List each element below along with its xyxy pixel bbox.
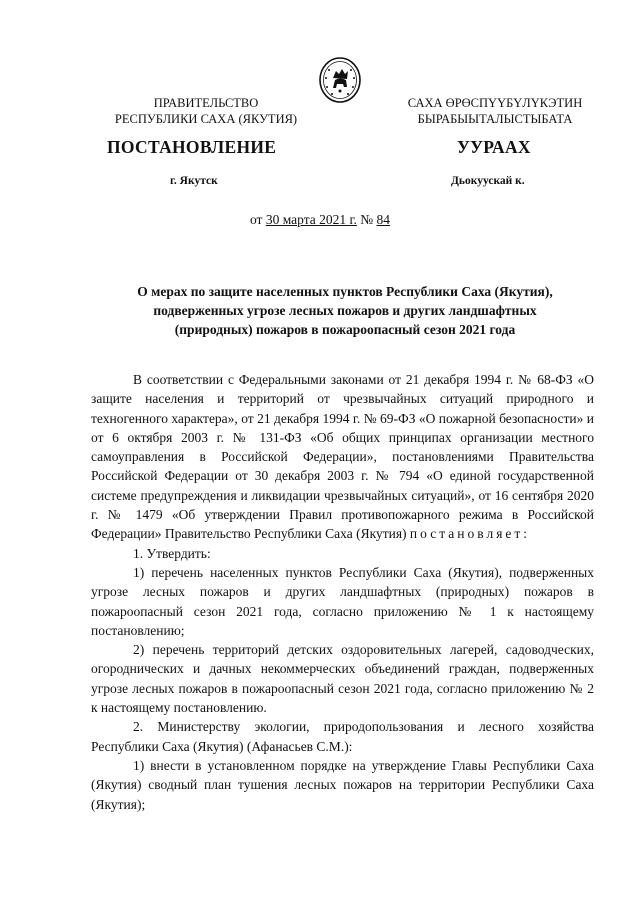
body-paragraph: 2. Министерству экологии, природопользования и лесного хозяйства Республики Саха (Якутия) (Афанасьев С.М.): — [91, 719, 594, 754]
document-number: 84 — [376, 212, 391, 227]
body-paragraph-preamble — [91, 370, 594, 544]
date-prefix: от — [249, 212, 266, 227]
document-date: 30 марта 2021 г. — [265, 212, 357, 227]
government-name-line2: РЕСПУБЛИКИ САХА (ЯКУТИЯ) — [114, 112, 298, 126]
government-name-line1: ПРАВИТЕЛЬСТВО — [153, 96, 259, 110]
body-paragraph: 2) перечень территорий детских оздоровительных лагерей, садоводческих, огороднических и дачных некоммерческих объединений граждан, подверженных угрозе лесных пожаров в пожароопасный сезон 2021 года, согласно приложению № 2 к настоящему постановлению. — [91, 642, 594, 716]
city-russian: г. Якутск — [170, 175, 218, 187]
body-paragraph: 1. Утвердить: — [133, 545, 211, 561]
government-name-russian — [96, 95, 316, 127]
body-paragraph: 1) перечень населенных пунктов Республики Саха (Якутия), подверженных угрозе лесных пожаров и других ландшафтных (природных) пожаров в пожароопасный сезон 2021 года, согласно приложению № 1 к настоящему постановлению; — [91, 564, 594, 638]
document-title-line2: подверженных угрозе лесных пожаров и других ландшафтных — [153, 303, 537, 318]
government-name-yakut-line2: БЫРАБЫЫТАЛЫСТЫБАТА — [417, 112, 573, 126]
city-yakut: Дьокуускай к. — [451, 175, 525, 187]
coat-of-arms-icon — [318, 56, 362, 104]
document-title — [95, 282, 595, 339]
body-paragraph: 1) внести в установленном порядке на утверждение Главы Республики Саха (Якутия) сводный план тушения лесных пожаров на территории Республики Саха (Якутия); — [91, 757, 594, 812]
document-title-line1: О мерах по защите населенных пунктов Республики Саха (Якутия), — [137, 284, 553, 299]
document-body — [91, 370, 594, 814]
preamble-text: В соответствии с Федеральными законами от 21 декабря 1994 г. № 68-ФЗ «О защите населения и территорий от чрезвычайных ситуаций природного и техногенного характера», от 21 декабря 1994 г. № 69-ФЗ «О пожарной безопасности» и от 6 октября 2003 г. № 131-ФЗ «Об общих принципах организации местного самоуправления в Российской Федерации», постановлениями Правительства Российской Федерации от 30 декабря 2003 г. № 794 «О единой государственной системе предупреждения и ликвидации чрезвычайных ситуаций», от 16 сентября 2020 г. № 1479 «Об утверждении Правил противопожарного режима в Российской Федерации» Правительство Республики Саха (Якутия) — [91, 372, 594, 542]
resolves-word: постановляет: — [409, 526, 531, 542]
date-number-line — [0, 212, 640, 228]
government-name-yakut-line1: САХА ӨРӨСПҮҮБҮЛҮКЭТИН — [407, 96, 583, 110]
government-name-yakut — [380, 95, 610, 127]
number-sign: № — [356, 212, 377, 227]
document-type-yakut: УУРААХ — [457, 137, 531, 157]
document-title-line3: (природных) пожаров в пожароопасный сезон 2021 года — [174, 322, 516, 337]
document-type-russian: ПОСТАНОВЛЕНИЕ — [107, 137, 277, 157]
